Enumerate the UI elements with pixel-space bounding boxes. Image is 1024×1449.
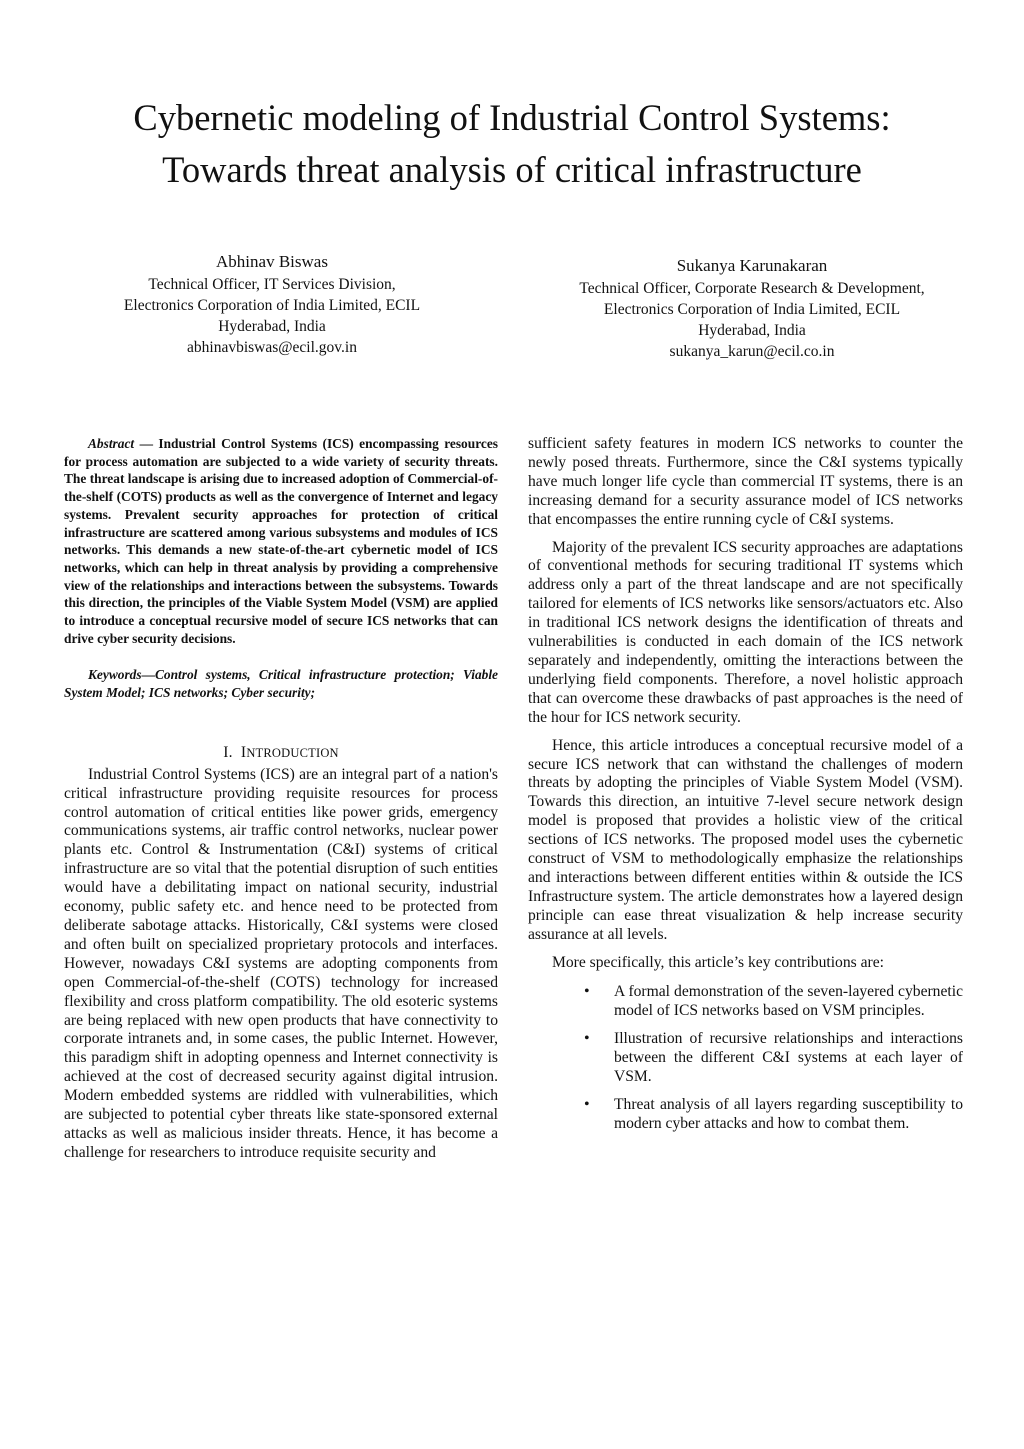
page-title (0, 92, 1024, 196)
keywords-label: Keywords— (88, 667, 155, 683)
author-location: Hyderabad, India (218, 318, 326, 335)
title-line-1: Cybernetic modeling of Industrial Control Systems: (133, 97, 891, 138)
keywords (64, 666, 498, 701)
author-organization: Electronics Corporation of India Limited, ECIL (603, 301, 901, 318)
right-column (528, 435, 963, 1143)
section-title-initial: I (240, 743, 247, 761)
list-item-text: Threat analysis of all layers regarding susceptibility to modern cyber attacks and how to combat them. (614, 1096, 963, 1132)
section-title-rest: NTRODUCTION (246, 745, 339, 760)
contributions-intro: More specifically, this article’s key contributions are: (552, 953, 884, 971)
bullet-icon: • (584, 1030, 590, 1048)
author-affiliation: Technical Officer, Corporate Research & Development, (579, 280, 925, 297)
bullet-icon: • (584, 1096, 590, 1113)
author-block-2 (552, 254, 952, 362)
bullet-icon: • (584, 983, 590, 1001)
intro-paragraph-2: sufficient safety features in modern ICS networks to counter the newly posed threats. Furthermore, since the C&I systems typically have much longer life cycle than commercial IT systems, there is an increasing demand for a security assurance model of ICS networks that encompasses the entire running cycle of C&I systems. (528, 435, 963, 528)
intro-paragraph-1: Industrial Control Systems (ICS) are an integral part of a nation's critical infrastructure providing requisite resources for process control automation of critical entities like power grids, emergency communications systems, air traffic control networks, nuclear power plants etc. Control & Instrumentation (C&I) systems of critical infrastructure are so vital that the potential disruption of such entities would have a debilitating impact on national security, industrial economy, public safety etc. and hence need to be protected from deliberate sabotage attacks. Historically, C&I systems were closed and often built on specialized proprietary protocols and interfaces. However, nowadays C&I systems are adopting components from open Commercial-of-the-shelf (COTS) technology for increased flexibility and cross platform compatibility. The old esoteric systems are being replaced with new open products that have connectivity to corporate intranets and, in some cases, the public Internet. However, this paradigm shift in adopting openness and Internet connectivity is achieved at the cost of decreased security against digital intrusion. Modern embedded systems are riddled with vulnerabilities, which are subjected to potential cyber threats like state-sponsored external attacks as well as malicious insider threats. Hence, it has become a challenge for researchers to introduce requisite security and (64, 765, 498, 1161)
abstract-label: Abstract (88, 436, 135, 451)
left-column (64, 435, 498, 1163)
author-name: Sukanya Karunakaran (676, 256, 828, 275)
author-organization: Electronics Corporation of India Limited, ECIL (123, 297, 421, 314)
author-block-1 (72, 250, 472, 358)
list-item-text: Illustration of recursive relationships and interactions between the different C&I systems at each layer of VSM. (614, 1030, 963, 1086)
author-email: sukanya_karun@ecil.co.in (669, 343, 835, 360)
abstract (64, 435, 498, 647)
author-name: Abhinav Biswas (216, 252, 328, 271)
section-heading-introduction (64, 744, 498, 763)
list-item (528, 983, 963, 1021)
abstract-text: — Industrial Control Systems (ICS) encompassing resources for process automation are subjected to a wide variety of security threats. The threat landscape is arising due to increased adoption of Commercial-of-the-shelf (COTS) products as well as the convergence of Internet and legacy systems. Prevalent security approaches for protection of critical infrastructure are scattered among various subsystems and modules of ICS networks. This demands a new state-of-the-art cybernetic model of ICS networks, which can help in threat analysis by providing a comprehensive view of the relationships and interactions between the subsystems. Towards this direction, the principles of the Viable System Model (VSM) are applied to introduce a conceptual recursive model of secure ICS networks that can drive cyber security decisions. (64, 436, 498, 646)
section-number: I. (223, 743, 233, 761)
list-item (528, 1096, 963, 1134)
keywords-text: Control systems, Critical infrastructure protection; Viable System Model; ICS networks; Cyber security; (64, 667, 498, 701)
list-item (528, 1030, 963, 1087)
author-email: abhinavbiswas@ecil.gov.in (187, 339, 357, 356)
list-item-text: A formal demonstration of the seven-layered cybernetic model of ICS networks based on VSM principles. (614, 983, 963, 1020)
title-line-2: Towards threat analysis of critical infrastructure (162, 148, 862, 190)
intro-paragraph-4: Hence, this article introduces a conceptual recursive model of a secure ICS network that can withstand the challenges of modern threats by adopting the principles of Viable System Model (VSM). Towards this direction, an intuitive 7-level secure network design model is proposed that provides a holistic view of the critical sections of ICS networks. The proposed model uses the cybernetic construct of VSM to methodologically emphasize the relationships and interactions between different entities within & outside the ICS Infrastructure system. The article demonstrates how a layered design principle can ease threat visualization & help increase security assurance at all levels. (528, 736, 963, 943)
author-affiliation: Technical Officer, IT Services Division, (148, 276, 396, 293)
intro-paragraph-3: Majority of the prevalent ICS security approaches are adaptations of conventional methods for securing traditional IT systems which address only a part of the threat landscape and are not specifically tailored for elements of ICS networks like sensors/actuators etc. Also in traditional ICS network designs the identification of threats and vulnerabilities is conducted in each domain of the ICS network separately and independently, omitting the interactions between the underlying field components. Therefore, a novel holistic approach that can overcome these drawbacks of past approaches is the need of the hour for ICS network security. (528, 538, 963, 726)
author-location: Hyderabad, India (698, 322, 806, 339)
contributions-list (528, 983, 963, 1133)
